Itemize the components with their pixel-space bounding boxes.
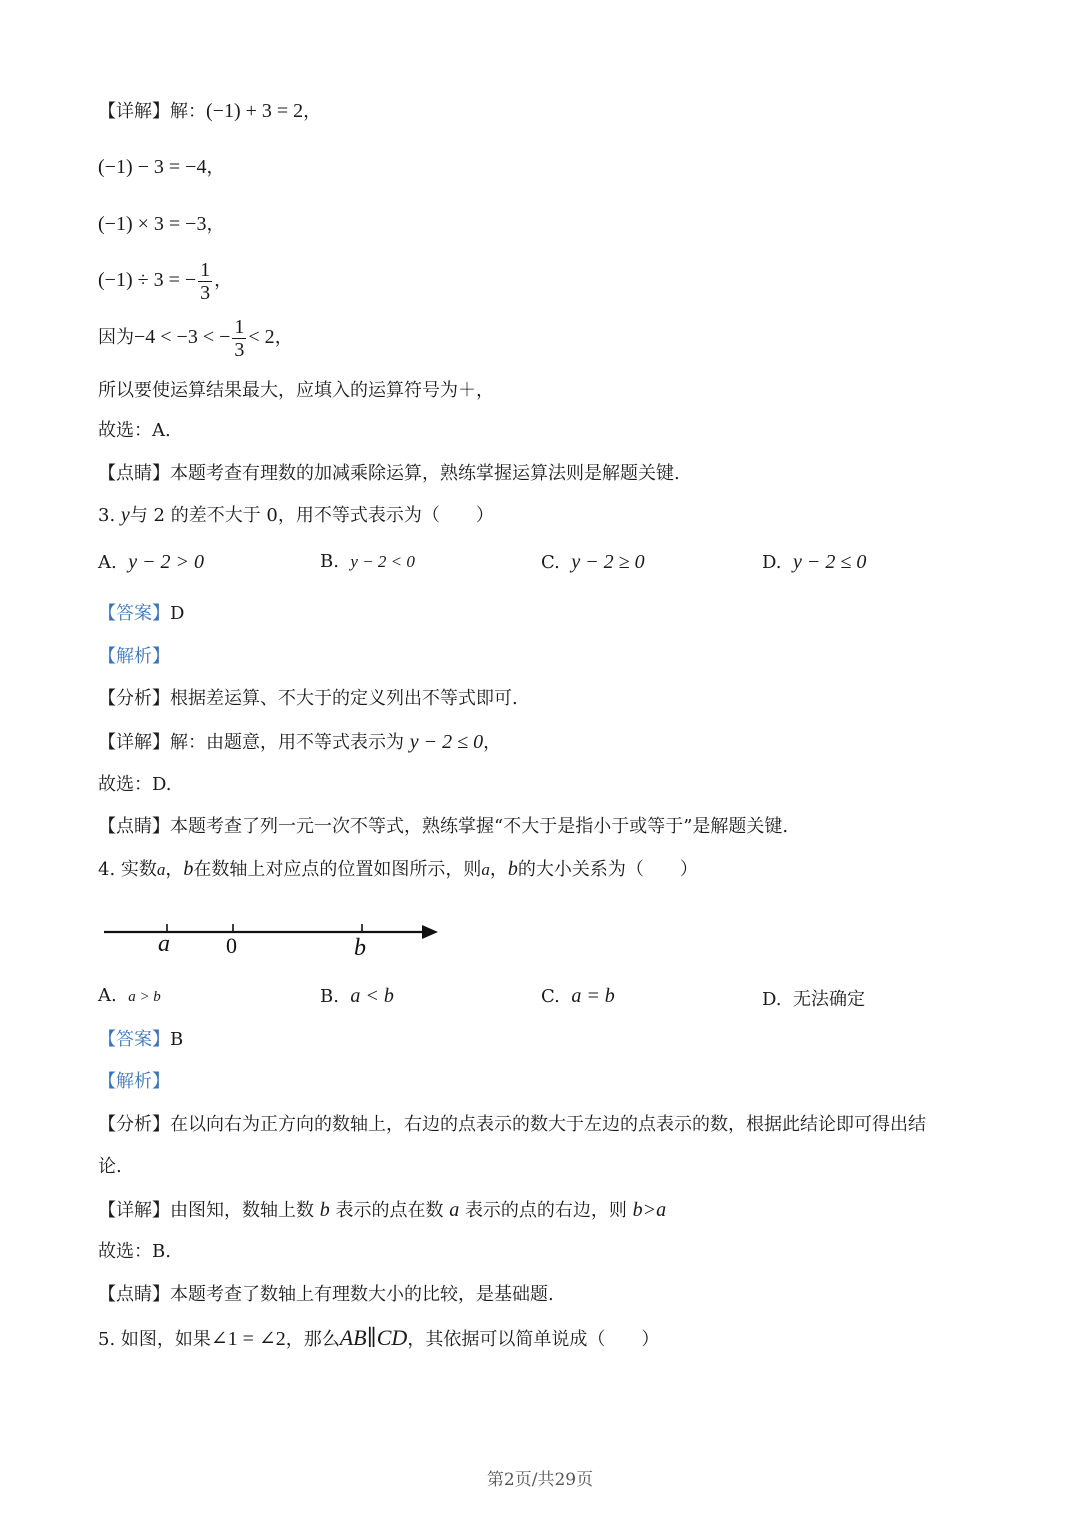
question-4-answer: 【答案】B	[98, 1029, 184, 1050]
solution-dianjing: 【点睛】本题考查有理数的加减乘除运算，熟练掌握运算法则是解题关键.	[98, 463, 680, 484]
question-4-stem: 4. 实数a，b在数轴上对应点的位置如图所示，则a，b的大小关系为（ ）	[98, 858, 698, 880]
option-c: C. a = b	[541, 985, 615, 1007]
solution-line-4: (−1) ÷ 3 = − $\frac{1}{3}$ ，	[98, 258, 233, 304]
solution-line-3: (−1) × 3 = −3，	[98, 213, 225, 235]
question-3-analysis-heading: 【解析】	[98, 646, 170, 667]
question-4-xiangjie: 【详解】由图知，数轴上数 b 表示的点在数 a 表示的点的右边，则 b>a	[98, 1199, 667, 1221]
question-3-fenxi: 【分析】根据差运算、不大于的定义列出不等式即可.	[98, 688, 518, 709]
question-3-choose: 故选：D.	[98, 774, 172, 795]
option-a: A. a > b	[98, 985, 161, 1006]
axis-label-zero: 0	[226, 933, 237, 958]
question-4-analysis-heading: 【解析】	[98, 1071, 170, 1092]
axis-label-a: a	[158, 931, 170, 957]
option-d: D. 无法确定	[762, 989, 865, 1010]
axis-label-b: b	[354, 935, 366, 961]
question-4-choose: 故选：B.	[98, 1241, 171, 1262]
option-d: D. y − 2 ≤ 0	[762, 551, 867, 573]
option-b: B. y − 2 < 0	[320, 551, 415, 572]
question-4-fenxi-cont: 论.	[98, 1156, 122, 1177]
option-b: B. a < b	[320, 985, 394, 1007]
question-3-xiangjie: 【详解】解：由题意，用不等式表示为 y − 2 ≤ 0，	[98, 731, 502, 753]
solution-line-6: 所以要使运算结果最大，应填入的运算符号为＋，	[98, 380, 494, 401]
number-line-figure	[100, 910, 460, 970]
question-3-answer: 【答案】D	[98, 603, 185, 624]
option-a: A. y − 2 > 0	[98, 551, 205, 573]
solution-choose: 故选：A.	[98, 420, 171, 441]
question-3-stem: 3. y与 2 的差不大于 0，用不等式表示为（ ）	[98, 504, 494, 526]
question-4-dianjing: 【点睛】本题考查了数轴上有理数大小的比较，是基础题.	[98, 1284, 554, 1305]
fraction-one-third: $\frac{1}{3}$	[200, 258, 211, 304]
solution-line-1: 【详解】解：(−1) + 3 = 2，	[98, 100, 322, 122]
option-c: C. y − 2 ≥ 0	[541, 551, 645, 573]
fraction-one-third: $\frac{1}{3}$	[234, 315, 245, 361]
number-line-arrow	[422, 925, 438, 939]
question-5-stem: 5. 如图，如果∠1 = ∠2，那么AB∥CD，其依据可以简单说成（ ）	[98, 1325, 660, 1350]
question-4-fenxi: 【分析】在以向右为正方向的数轴上，右边的点表示的数大于左边的点表示的数，根据此结论即可得出结	[98, 1114, 926, 1135]
question-3-dianjing: 【点睛】本题考查了列一元一次不等式，熟练掌握“不大于是指小于或等于”是解题关键.	[98, 816, 789, 837]
solution-line-5: 因为−4 < −3 < − $\frac{1}{3}$ < 2，	[98, 315, 293, 361]
page-footer: 第2页/共29页	[486, 1470, 594, 1490]
solution-line-2: (−1) − 3 = −4，	[98, 156, 225, 178]
